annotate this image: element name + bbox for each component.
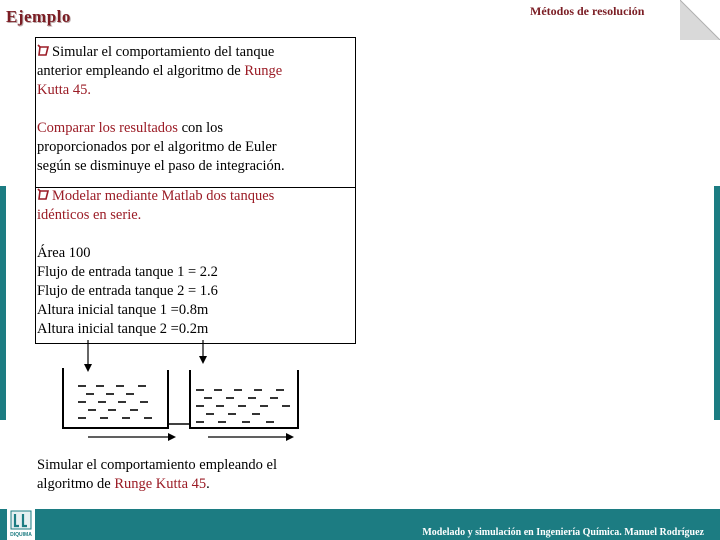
- footer-text: Modelado y simulación en Ingeniería Química. Manuel Rodríguez: [422, 527, 704, 538]
- page-corner-icon: [680, 0, 720, 40]
- bottom-line-1: Simular el comportamiento empleando el: [37, 457, 277, 473]
- param-flow-1: Flujo de entrada tanque 1 = 2.2: [37, 264, 218, 280]
- box1-line-2: anterior empleando el algoritmo de Runge: [37, 63, 283, 79]
- box1-line-4: Comparar los resultados con los: [37, 120, 224, 136]
- logo-icon: [7, 509, 35, 540]
- param-height-2: Altura inicial tanque 2 =0.2m: [37, 321, 209, 337]
- param-area: Área 100: [37, 245, 91, 261]
- right-accent-bar: [714, 186, 720, 420]
- section-title: Métodos de resolución: [530, 4, 645, 18]
- logo-text: DIQUIMA: [10, 532, 32, 538]
- bullet-icon: [37, 188, 51, 202]
- slide-title: Ejemplo: [6, 7, 71, 26]
- box1-line-6: según se disminuye el paso de integración.: [37, 158, 285, 174]
- bottom-line-2: algoritmo de Runge Kutta 45.: [37, 476, 210, 492]
- box2-line-1: Modelar mediante Matlab dos tanques: [37, 187, 274, 206]
- bullet-icon: [37, 44, 51, 58]
- param-height-1: Altura inicial tanque 1 =0.8m: [37, 302, 209, 318]
- tank-diagram: [58, 340, 308, 450]
- box1-line-5: proporcionados por el algoritmo de Euler: [37, 139, 277, 155]
- box1-line-1: Simular el comportamiento del tanque: [37, 43, 274, 62]
- box1-line-3: Kutta 45.: [37, 82, 91, 98]
- box2-line-2: idénticos en serie.: [37, 207, 142, 223]
- left-accent-bar: [0, 186, 6, 420]
- param-flow-2: Flujo de entrada tanque 2 = 1.6: [37, 283, 218, 299]
